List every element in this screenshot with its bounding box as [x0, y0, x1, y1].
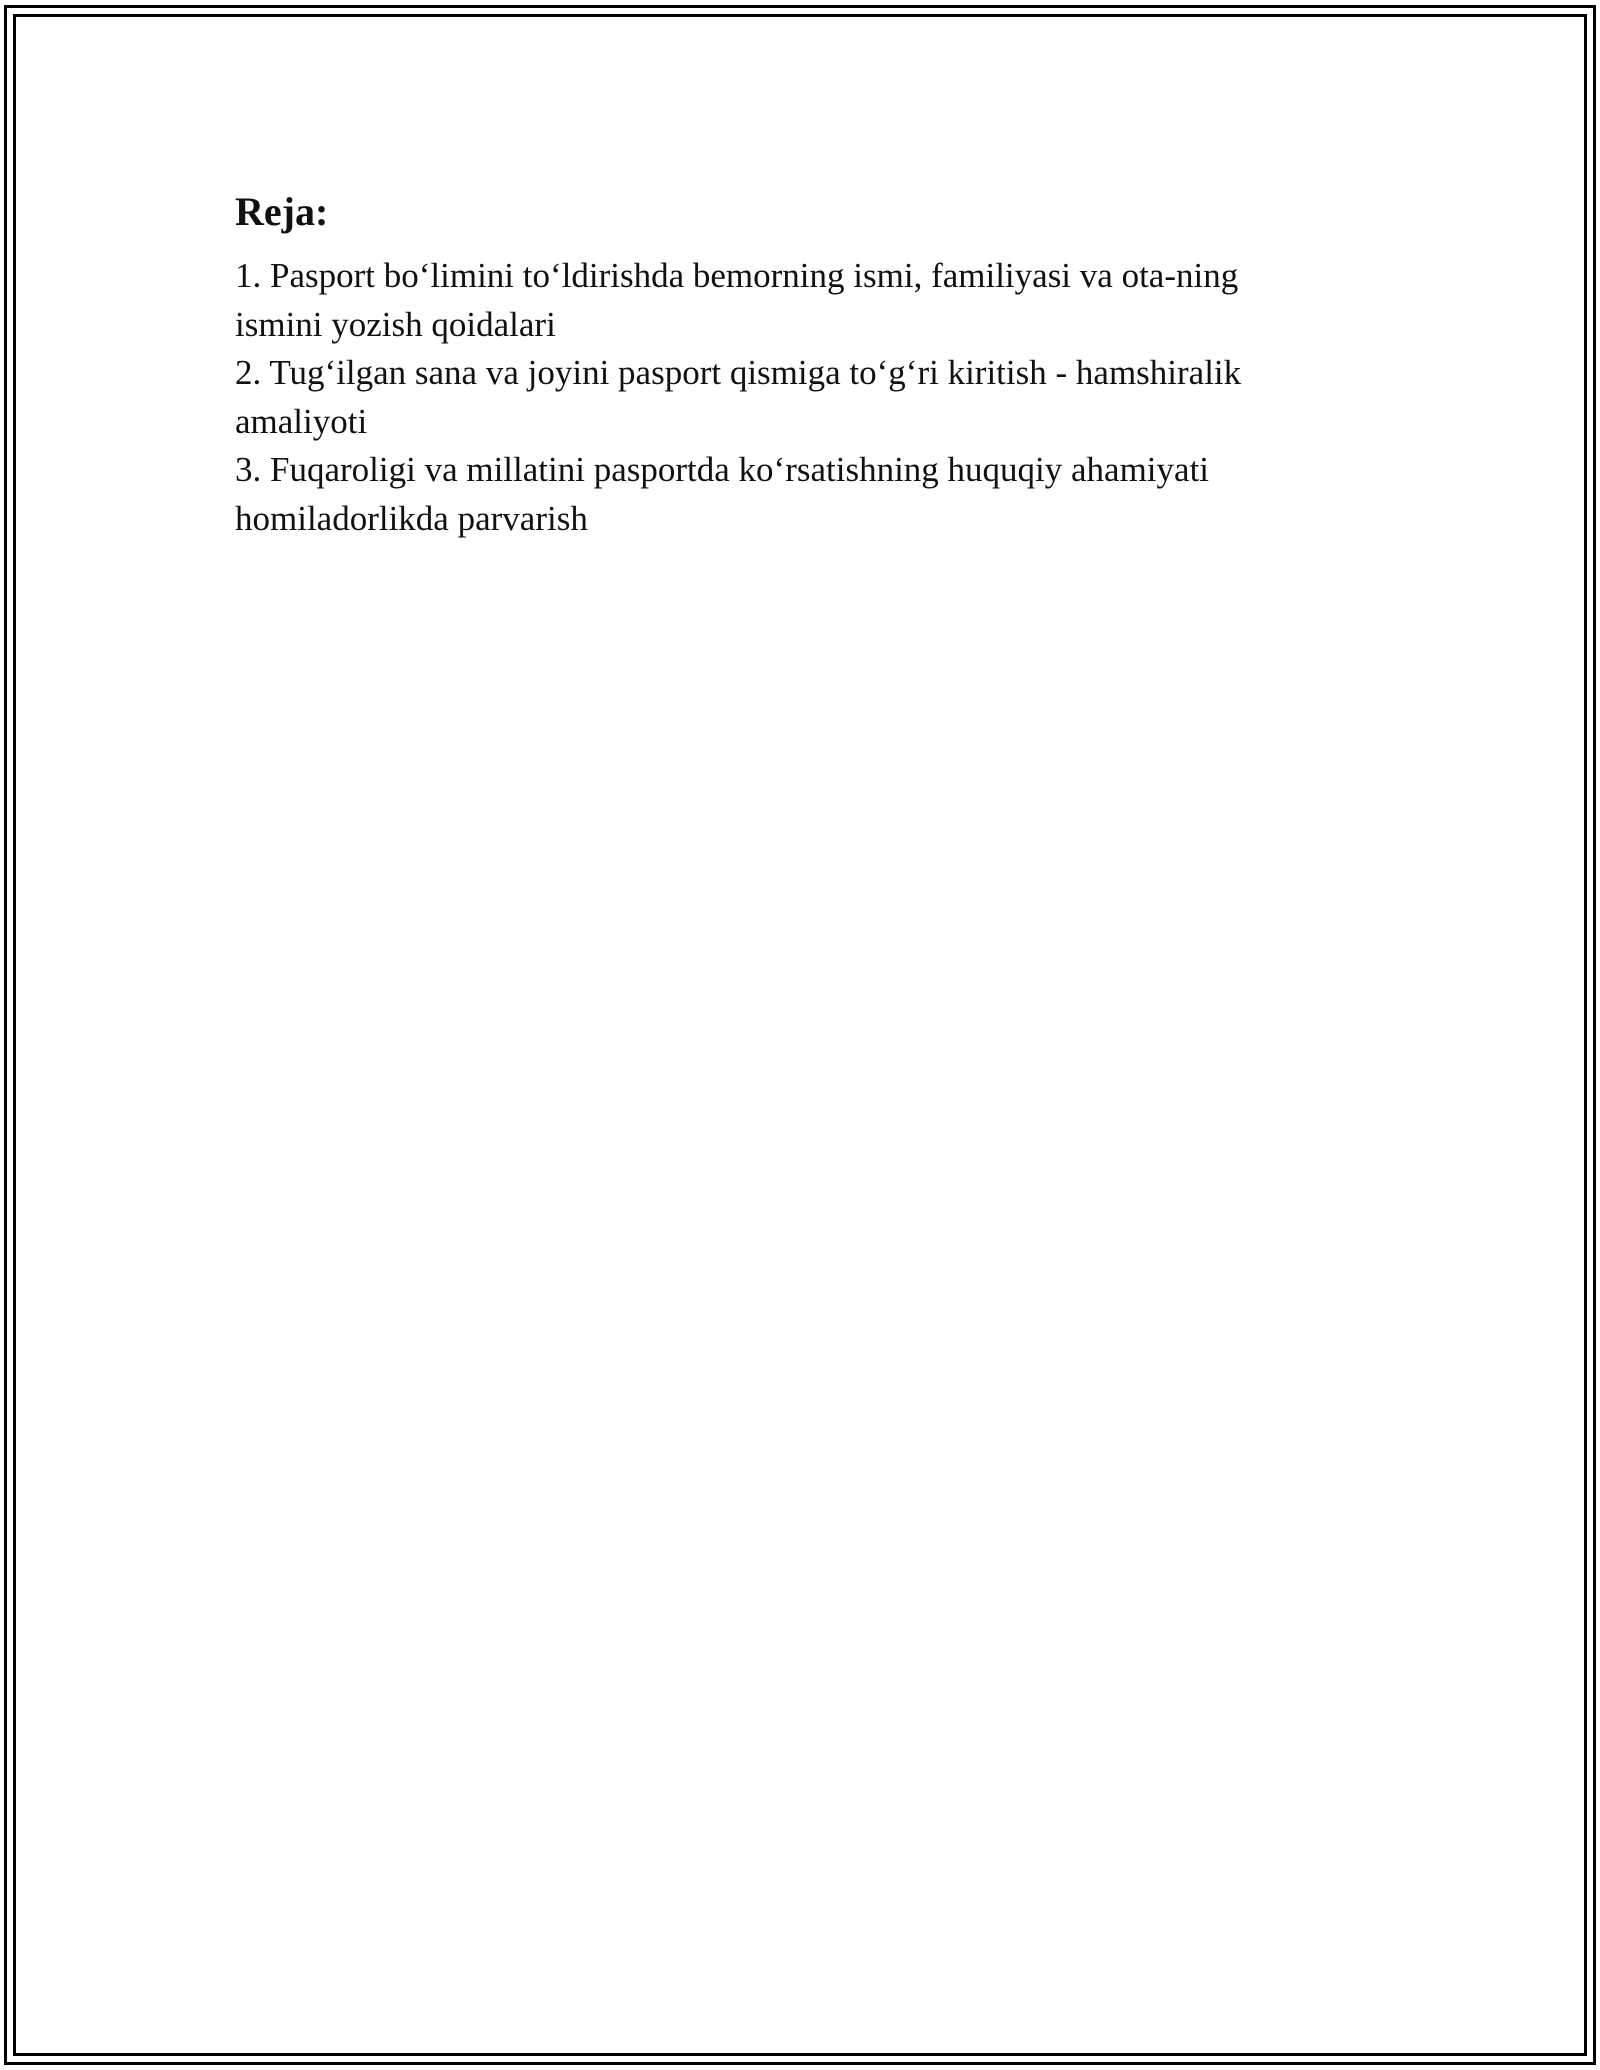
list-item-line: amaliyoti	[235, 401, 368, 441]
list-item-line: 1. Pasport bo‘limini to‘ldirishda bemorning ismi, familiyasi va ota-ning	[235, 256, 1239, 295]
list-item-line: 3. Fuqaroligi va millatini pasportda ko‘rsatishning huquqiy ahamiyati	[235, 450, 1210, 489]
list-item-line: ismini yozish qoidalari	[235, 304, 556, 344]
list-item-line: 2. Tug‘ilgan sana va joyini pasport qismiga to‘g‘ri kiritish - hamshiralik	[235, 353, 1242, 392]
document-body	[235, 186, 1365, 543]
plan-list	[235, 252, 1365, 543]
list-item-line: homiladorlikda parvarish	[235, 498, 588, 538]
list-item	[235, 349, 1365, 446]
list-item	[235, 446, 1365, 543]
page-title: Reja:	[235, 189, 329, 234]
list-item	[235, 252, 1365, 349]
